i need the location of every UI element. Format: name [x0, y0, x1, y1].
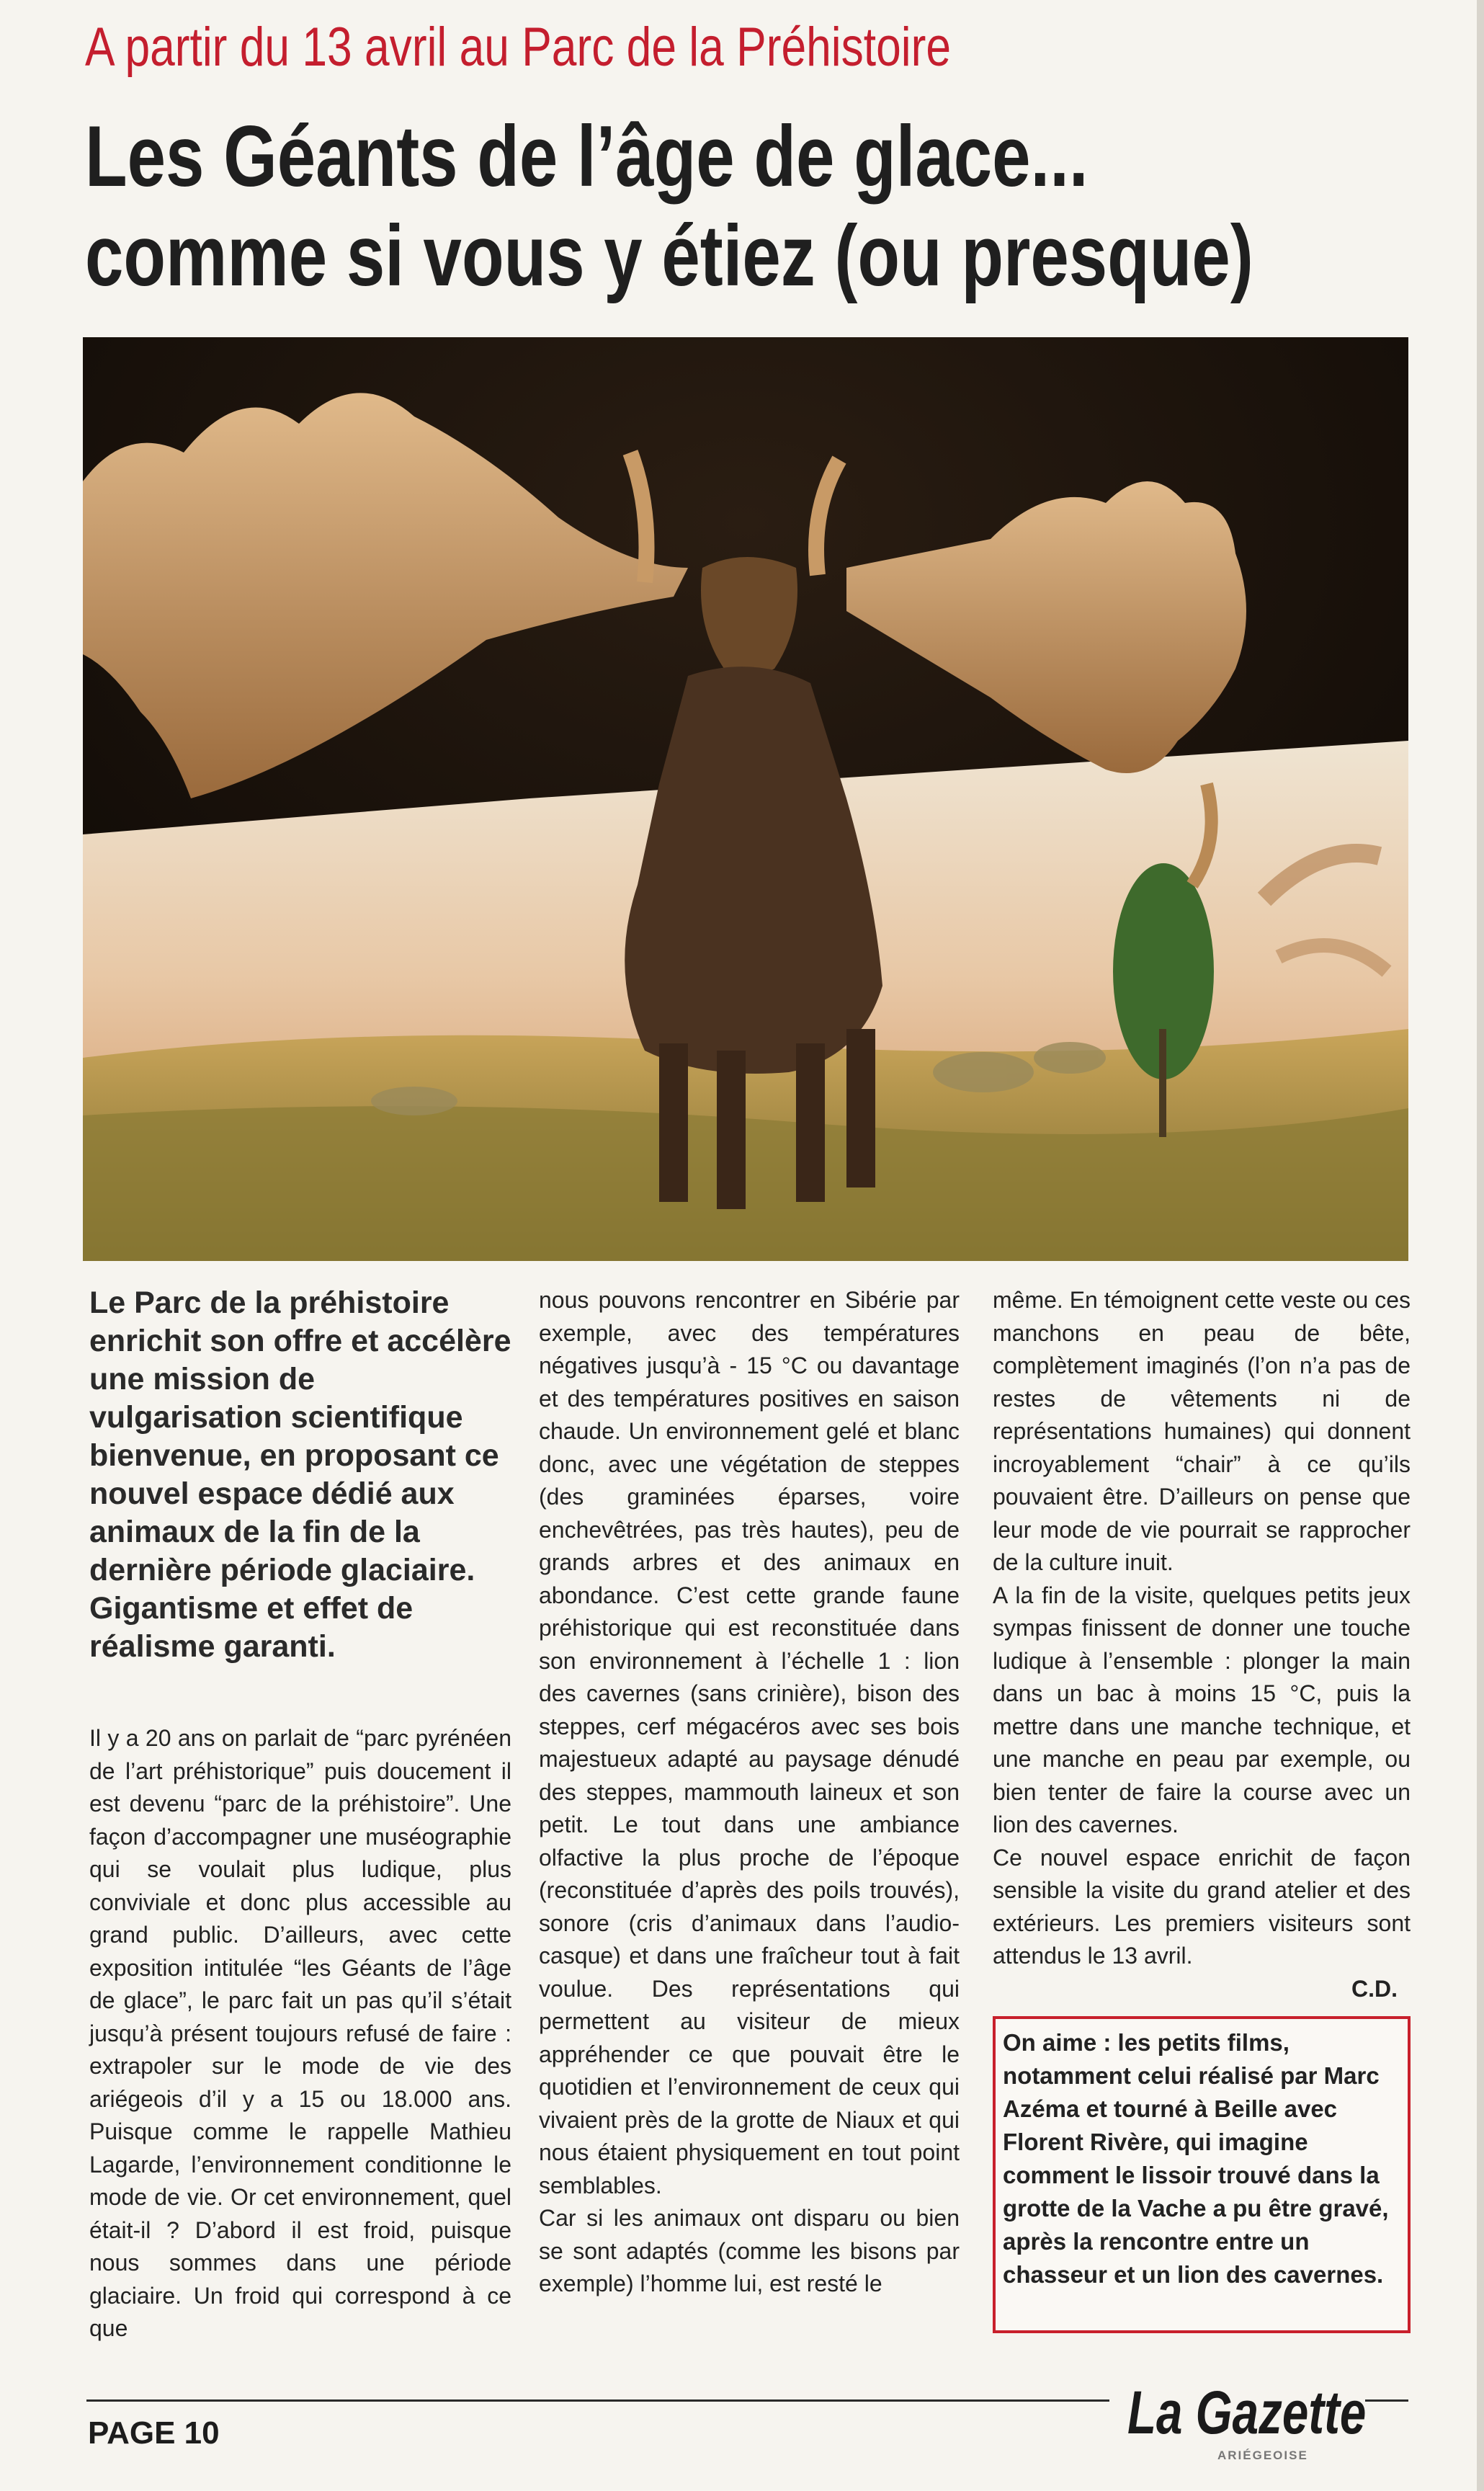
megaloceros-photo — [83, 337, 1408, 1261]
article-photo — [83, 337, 1408, 1261]
masthead-logo: La Gazette — [1127, 2379, 1367, 2446]
column-2-text-2: Car si les animaux ont disparu ou bien se sont adaptés (comme les bisons par exemple) l’homme lui, est resté le — [539, 2205, 960, 2296]
column-3 — [993, 1284, 1411, 2005]
on-aime-text: On aime : les petits films, notamment celui réalisé par Marc Azéma et tourné à Beille avec Florent Rivère, qui imagine comment le lissoir trouvé dans la grotte de la Vache a pu être gravé, après la rencontre entre un chasseur et un lion des cavernes. — [1003, 2029, 1389, 2288]
column-1 — [89, 1284, 511, 2345]
column-3-text-2: A la fin de la visite, quelques petits jeux sympas finissent de donner une touche ludique à l’ensemble : plonger la main dans un bac à moins 15 °C, puis la mettre dans une manche technique, et une manche en peau par exemple, ou bien tenter de faire la course avec un lion des cavernes. — [993, 1582, 1411, 1837]
lede: Le Parc de la préhistoire enrichit son offre et accélère une mission de vulgarisation scientifique bienvenue, en proposant ce nouvel espace dédié aux animaux de la fin de la dernière période glaciaire. Gigantisme et effet de réalisme garanti. — [89, 1285, 511, 1664]
column-2-text: nous pouvons rencontrer en Sibérie par exemple, avec des températures négatives jusqu’à - 15 °C ou davantage et des températures positives en saison chaude. Un environnement gelé et blanc donc, avec une végétation de steppes (des graminées éparses, voire enchevêtrées, pas très hautes), peu de grands arbres et des animaux en abondance. C’est cette grande faune préhistorique qui est reconstituée dans son environnement à l’échelle 1 : lion des cavernes (sans crinière), bison des steppes, cerf mégacéros avec ses bois majestueux adapté au paysage dénudé des steppes, mammouth laineux et son petit. Le tout dans une ambiance olfactive la plus proche de l’époque (reconstituée d’après des poils trouvés), sonore (cris d’animaux dans l’audio-casque) et dans une fraîcheur tout à fait voulue. Des représentations qui permettent au visiteur de mieux appréhender ce que pouvait être le quotidien et l’environnement de ceux qui vivaient près de la grotte de Niaux et qui nous étaient physiquement en tout point semblables. — [539, 1287, 960, 2198]
page-edge — [1477, 0, 1484, 2491]
signature: C.D. — [1351, 1975, 1398, 2002]
footer-rule-left — [86, 2399, 1109, 2402]
kicker: A partir du 13 avril au Parc de la Préhistoire — [85, 17, 952, 78]
footer-rule-right — [1365, 2399, 1408, 2402]
column-3-text-3: Ce nouvel espace enrichit de façon sensible la visite du grand atelier et des extérieurs. Les premiers visiteurs sont attendus le 13 avril. — [993, 1844, 1411, 1969]
headline: Les Géants de l’âge de glace... comme si vous y étiez (ou presque) — [85, 108, 1253, 304]
column-3-text: même. En témoignent cette veste ou ces manchons en peau de bête, complètement imaginés (l’on n’a pas de restes de vêtements ni de représentations humaines) qui donnent incroyablement “chair” à ce qu’ils pouvaient être. D’ailleurs on pense que leur mode de vie pourrait se rapprocher de la culture inuit. — [993, 1287, 1411, 1575]
column-1-text: Il y a 20 ans on parlait de “parc pyrénéen de l’art préhistorique” puis doucement il est devenu “parc de la préhistoire”. Une façon d’accompagner une muséographie qui se voulait plus ludique, plus conviviale et donc plus accessible au grand public. D’ailleurs, avec cette exposition intitulée “les Géants de l’âge de glace”, le parc fait un pas qu’il s’était jusqu’à présent toujours refusé de faire : extrapoler sur le mode de vie des ariégeois d’il y a 15 ou 18.000 ans. Puisque comme le rappelle Mathieu Lagarde, l’environnement conditionne le mode de vie. Or cet environnement, quel était-il ? D’abord il est froid, puisque nous sommes dans une période glaciaire. Un froid qui correspond à ce que — [89, 1725, 511, 2341]
page-number: PAGE 10 — [88, 2415, 220, 2451]
on-aime-box — [993, 2016, 1411, 2333]
column-2 — [539, 1284, 960, 2301]
masthead-subtitle: ARIÉGEOISE — [1217, 2448, 1308, 2462]
